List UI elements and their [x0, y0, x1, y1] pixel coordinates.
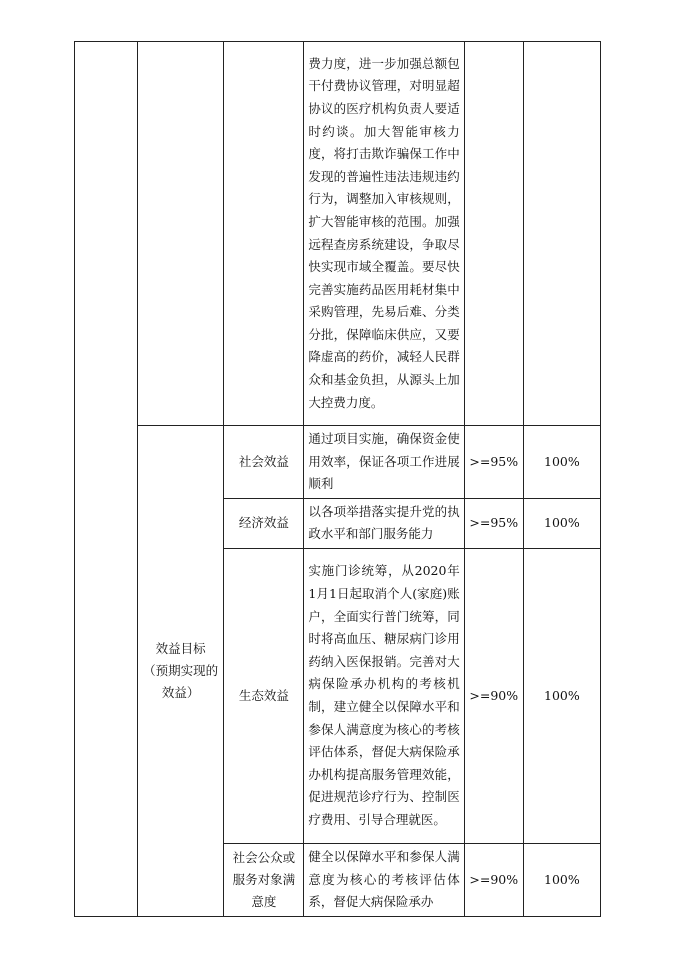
table-row — [75, 42, 601, 426]
indicator-name-line: 服务对象满 — [232, 871, 296, 887]
indicator-name: 生态效益 — [224, 548, 304, 843]
indicator-target: >=95% — [464, 426, 523, 499]
cell-blank — [224, 42, 304, 426]
category-label-line: （预期实现的 — [143, 662, 219, 678]
cell-blank — [464, 42, 523, 426]
indicator-weight: 100% — [523, 548, 600, 843]
indicator-name: 社会效益 — [224, 426, 304, 499]
table-row — [75, 426, 601, 499]
indicator-target: >=95% — [464, 498, 523, 548]
indicator-target: >=90% — [464, 843, 523, 916]
cell-blank — [138, 42, 224, 426]
indicator-target: >=90% — [464, 548, 523, 843]
indicator-content: 通过项目实施，确保资金使用效率，保证各项工作进展顺利 — [304, 426, 464, 499]
indicator-weight: 100% — [523, 843, 600, 916]
category-label — [138, 426, 224, 917]
indicator-weight: 100% — [523, 426, 600, 499]
indicator-name-line: 意度 — [251, 893, 277, 909]
indicator-name-line: 社会公众或 — [232, 849, 296, 865]
indicator-name — [224, 843, 304, 916]
performance-table — [74, 41, 601, 917]
category-label-line: 效益目标 — [155, 640, 206, 656]
indicator-content: 实施门诊统筹，从2020年1月1日起取消个人(家庭)账户，全面实行普门统筹，同时将高血压、糖尿病门诊用药纳入医保报销。完善对大病保险承办机构的考核机制，建立健全以保障水平和参保人满意度为核心的考核评估体系，督促大病保险承办机构提高服务管理效能，促进规范诊疗行为、控制医疗费用、引导合理就医。 — [304, 548, 464, 843]
cell-blank — [75, 42, 138, 917]
continuation-text: 费力度，进一步加强总额包干付费协议管理，对明显超协议的医疗机构负责人要适时约谈。加大智能审核力度，将打击欺诈骗保工作中发现的普遍性违法违规违约行为，调整加入审核规则，扩大智能审核的范围。加强远程查房系统建设，争取尽快实现市域全覆盖。要尽快完善实施药品医用耗材集中采购管理，先易后难、分类分批，保障临床供应，又要降虚高的药价，减轻人民群众和基金负担，从源头上加大控费力度。 — [304, 42, 464, 426]
indicator-weight: 100% — [523, 498, 600, 548]
indicator-content: 以各项举措落实提升党的执政水平和部门服务能力 — [304, 498, 464, 548]
cell-blank — [523, 42, 600, 426]
category-label-line: 效益） — [161, 684, 200, 700]
indicator-content: 健全以保障水平和参保人满意度为核心的考核评估体系，督促大病保险承办 — [304, 843, 464, 916]
indicator-name: 经济效益 — [224, 498, 304, 548]
